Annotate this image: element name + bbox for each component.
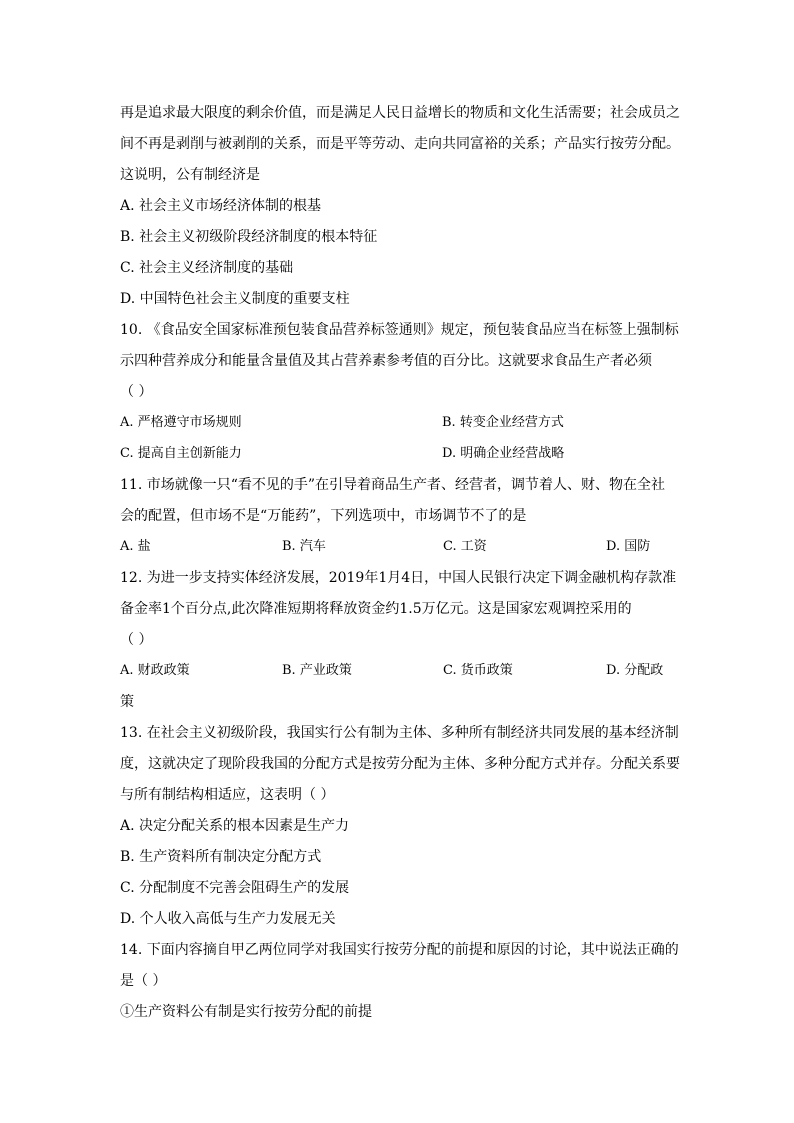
q9-option-b: B. 社会主义初级阶段经济制度的根本特征 (120, 229, 378, 245)
q13-stem-line: 13. 在社会主义初级阶段，我国实行公有制为主体、多种所有制经济共同发展的基本经济制 (120, 725, 679, 741)
q13-stem-line: 与所有制结构相适应，这表明（ ） (120, 787, 335, 803)
q9-option-c: C. 社会主义经济制度的基础 (120, 260, 294, 276)
q10-options-row (120, 412, 680, 434)
q11-options-row (120, 536, 680, 558)
passage-line: 这说明，公有制经济是 (120, 167, 260, 183)
q14-statement-1: ①生产资料公有制是实行按劳分配的前提 (120, 1004, 372, 1020)
q11-option-a: A. 盐 (120, 539, 151, 554)
q12-stem-line: 12. 为进一步支持实体经济发展，2019年1月4日，中国人民银行决定下调金融机构存款准 (120, 570, 677, 586)
q13-option-c: C. 分配制度不完善会阻碍生产的发展 (120, 880, 350, 896)
q13-option-d: D. 个人收入高低与生产力发展无关 (120, 911, 336, 927)
q12-option-d-wrap: 策 (120, 694, 134, 710)
q10-option-a: A. 严格遵守市场规则 (120, 415, 242, 430)
q12-option-c: C. 货币政策 (443, 663, 513, 678)
q10-option-b: B. 转变企业经营方式 (442, 415, 564, 430)
q9-option-a: A. 社会主义市场经济体制的根基 (120, 198, 322, 214)
q12-stem-line: 备金率1个百分点,此次降准短期将释放资金约1.5万亿元。这是国家宏观调控采用的 (120, 601, 632, 617)
q13-stem-line: 度，这就决定了现阶段我国的分配方式是按劳分配为主体、多种分配方式并存。分配关系要 (120, 756, 680, 772)
q10-stem-line: 10. 《食品安全国家标准预包装食品营养标签通则》规定，预包装食品应当在标签上强制标 (120, 322, 679, 338)
q12-answer-blank: （ ） (120, 632, 153, 648)
q11-stem-line: 会的配置，但市场不是“万能药”，下列选项中，市场调节不了的是 (120, 508, 527, 524)
q12-options-row (120, 660, 680, 682)
q10-options-row (120, 443, 680, 465)
q10-option-d: D. 明确企业经营战略 (442, 446, 565, 461)
q10-answer-blank: （ ） (120, 384, 153, 400)
q13-option-b: B. 生产资料所有制决定分配方式 (120, 849, 322, 865)
q10-stem-line: 示四种营养成分和能量含量值及其占营养素参考值的百分比。这就要求食品生产者必须 (120, 353, 652, 369)
q12-option-a: A. 财政政策 (120, 663, 190, 678)
q11-stem-line: 11. 市场就像一只“看不见的手”在引导着商品生产者、经营者，调节着人、财、物在全社 (120, 477, 666, 493)
q11-option-b: B. 汽车 (282, 539, 326, 554)
q13-option-a: A. 决定分配关系的根本因素是生产力 (120, 818, 350, 834)
q14-stem-line: 是（ ） (120, 973, 167, 989)
q14-stem-line: 14. 下面内容摘自甲乙两位同学对我国实行按劳分配的前提和原因的讨论，其中说法正确的 (120, 942, 679, 958)
q12-option-d: D. 分配政 (606, 663, 664, 678)
q11-option-d: D. 国防 (606, 539, 651, 554)
q12-option-b: B. 产业政策 (282, 663, 352, 678)
q11-option-c: C. 工资 (443, 539, 487, 554)
q9-option-d: D. 中国特色社会主义制度的重要支柱 (120, 291, 350, 307)
passage-line: 间不再是剥削与被剥削的关系，而是平等劳动、走向共同富裕的关系；产品实行按劳分配。 (120, 136, 680, 152)
passage-line: 再是追求最大限度的剩余价值，而是满足人民日益增长的物质和文化生活需要；社会成员之 (120, 105, 680, 121)
q10-option-c: C. 提高自主创新能力 (120, 446, 242, 461)
